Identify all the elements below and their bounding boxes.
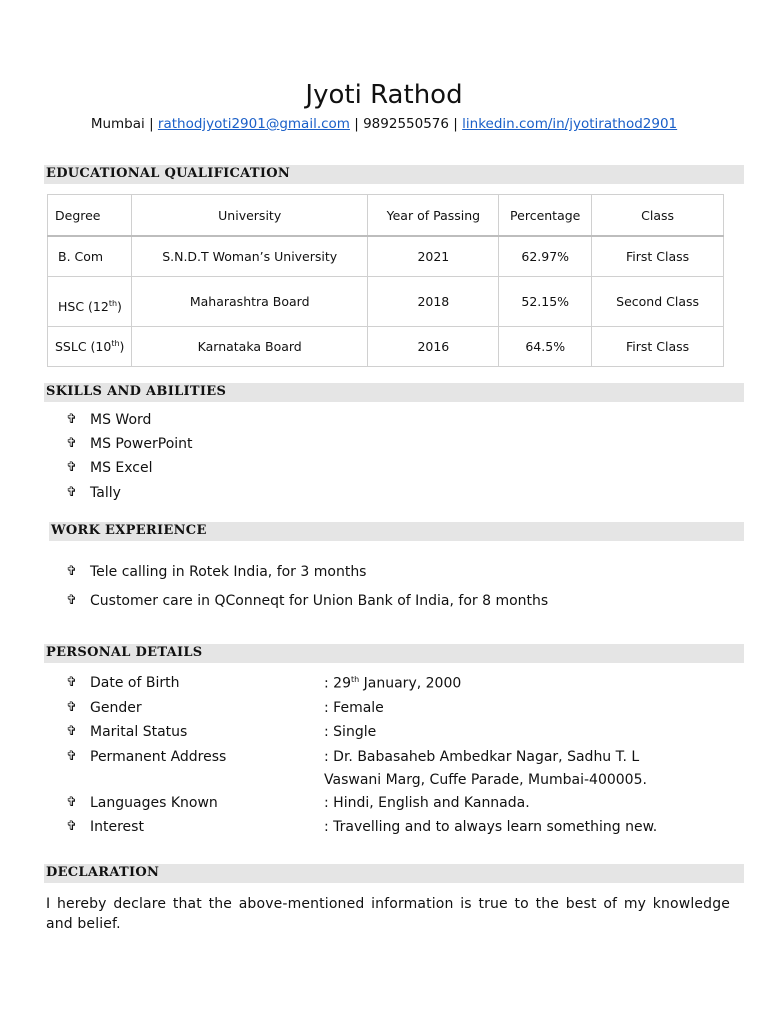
- percentage-cell: 64.5%: [499, 327, 592, 367]
- marital-label: Marital Status: [90, 724, 188, 740]
- table-row: [48, 327, 724, 367]
- degree-cell: SSLC (10th): [48, 327, 132, 367]
- section-title: PERSONAL DETAILS: [46, 645, 203, 660]
- degree-cell: HSC (12th): [48, 277, 132, 327]
- education-table: [47, 194, 724, 367]
- section-header-skills: [44, 383, 744, 402]
- address-label: Permanent Address: [90, 749, 227, 765]
- university-cell: Maharashtra Board: [131, 277, 368, 327]
- skill-item: MS Excel: [90, 460, 153, 476]
- table-row: [48, 277, 724, 327]
- section-header-work: [49, 522, 744, 541]
- work-item: Customer care in QConneqt for Union Bank of India, for 8 months: [90, 593, 549, 609]
- class-cell: Second Class: [592, 277, 724, 327]
- section-title: EDUCATIONAL QUALIFICATION: [46, 166, 291, 181]
- table-header-row: [48, 195, 724, 237]
- separator: |: [349, 116, 364, 132]
- declaration-text: I hereby declare that the above-mentioned information is true to the best of my knowledge and belief.: [46, 896, 730, 932]
- percentage-cell: 62.97%: [499, 236, 592, 277]
- work-item: Tele calling in Rotek India, for 3 months: [90, 564, 367, 580]
- linkedin-link[interactable]: linkedin.com/in/jyotirathod2901: [462, 116, 678, 132]
- resume-name: Jyoti Rathod: [305, 80, 463, 110]
- year-cell: 2021: [368, 236, 499, 277]
- gender-value: : Female: [324, 700, 384, 716]
- cross-bullet-icon: ✞: [66, 564, 77, 579]
- cross-bullet-icon: ✞: [66, 593, 77, 608]
- skill-item: MS Word: [90, 412, 152, 428]
- dob-label: Date of Birth: [90, 675, 180, 691]
- cross-bullet-icon: ✞: [66, 675, 77, 690]
- languages-label: Languages Known: [90, 795, 218, 811]
- interest-label: Interest: [90, 819, 144, 835]
- section-header-personal: [44, 644, 744, 663]
- interest-value: : Travelling and to always learn something new.: [324, 819, 658, 835]
- cross-bullet-icon: ✞: [66, 819, 77, 834]
- skill-item: MS PowerPoint: [90, 436, 193, 452]
- year-cell: 2018: [368, 277, 499, 327]
- percentage-cell: 52.15%: [499, 277, 592, 327]
- column-header: University: [131, 195, 368, 237]
- marital-value: : Single: [324, 724, 377, 740]
- languages-value: : Hindi, English and Kannada.: [324, 795, 530, 811]
- phone-number: 9892550576: [363, 116, 449, 132]
- class-cell: First Class: [592, 327, 724, 367]
- cross-bullet-icon: ✞: [66, 795, 77, 810]
- university-cell: Karnataka Board: [131, 327, 368, 367]
- cross-bullet-icon: ✞: [66, 436, 77, 451]
- column-header: Degree: [48, 195, 132, 237]
- cross-bullet-icon: ✞: [66, 485, 77, 500]
- email-link[interactable]: rathodjyoti2901@gmail.com: [157, 116, 350, 132]
- cross-bullet-icon: ✞: [66, 700, 77, 715]
- dob-value: : 29th January, 2000: [324, 675, 462, 692]
- degree-cell: B. Com: [48, 236, 132, 277]
- section-title: DECLARATION: [46, 865, 160, 880]
- address-line-1: : Dr. Babasaheb Ambedkar Nagar, Sadhu T. L: [324, 749, 640, 765]
- column-header: Percentage: [499, 195, 592, 237]
- separator: |: [449, 116, 463, 132]
- cross-bullet-icon: ✞: [66, 460, 77, 475]
- column-header: Year of Passing: [368, 195, 499, 237]
- skill-item: Tally: [90, 485, 121, 501]
- cross-bullet-icon: ✞: [66, 749, 77, 764]
- class-cell: First Class: [592, 236, 724, 277]
- column-header: Class: [592, 195, 724, 237]
- gender-label: Gender: [90, 700, 142, 716]
- cross-bullet-icon: ✞: [66, 412, 77, 427]
- address-line-2: Vaswani Marg, Cuffe Parade, Mumbai-400005.: [324, 772, 647, 788]
- cross-bullet-icon: ✞: [66, 724, 77, 739]
- city: Mumbai: [90, 116, 145, 132]
- separator: |: [144, 116, 158, 132]
- section-header-education: [44, 165, 744, 184]
- section-title: WORK EXPERIENCE: [51, 523, 207, 538]
- year-cell: 2016: [368, 327, 499, 367]
- contact-line: [0, 116, 768, 132]
- table-row: [48, 236, 724, 277]
- section-title: SKILLS AND ABILITIES: [46, 384, 227, 399]
- section-header-declaration: [44, 864, 744, 883]
- university-cell: S.N.D.T Woman’s University: [131, 236, 368, 277]
